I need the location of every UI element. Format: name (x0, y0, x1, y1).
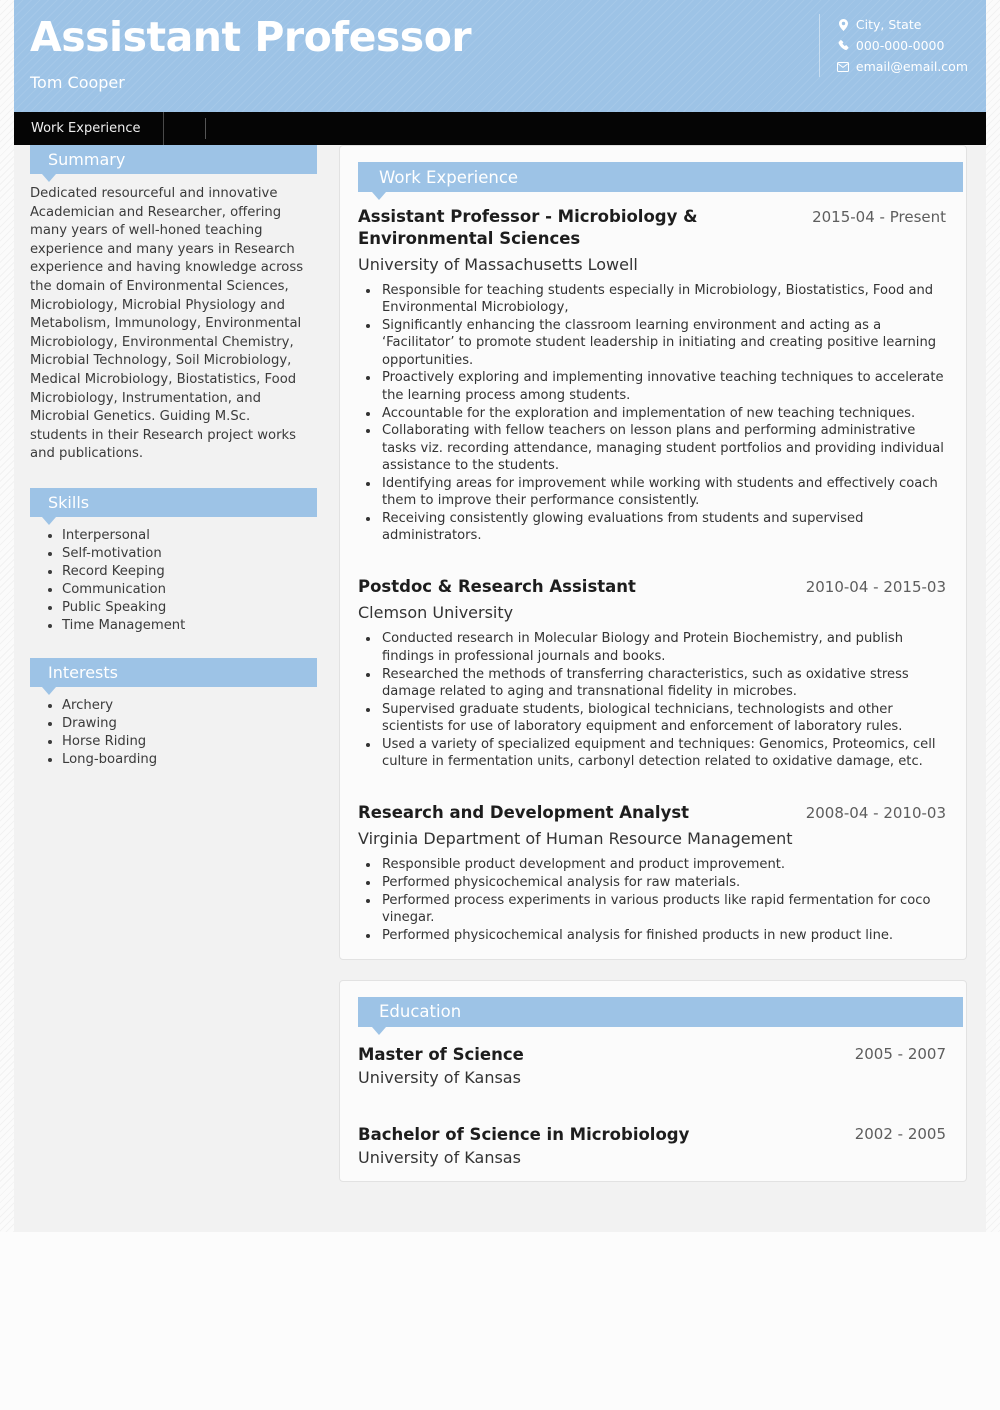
location-pin-icon (836, 19, 851, 31)
work-entry-organization: Virginia Department of Human Resource Management (358, 829, 793, 849)
main-column (325, 145, 986, 1202)
card-work-experience (339, 145, 967, 960)
list-item: • Responsible for teaching students especially in Microbiology, Biostatistics, Food and Environmental Microbiology, (380, 282, 946, 317)
list-item: • Communication (62, 581, 325, 599)
list-item: • Conducted research in Molecular Biology and Protein Biochemistry, and publish findings in professional journals and books. (380, 630, 946, 665)
interests-heading: Interests (48, 663, 118, 683)
education-entry-header (358, 1125, 946, 1144)
nav-divider-primary (163, 112, 164, 145)
section-skills (14, 488, 325, 635)
list-item: • Supervised graduate students, biological technicians, technologists and other scientists for use of laboratory equipment and enforcement of laboratory rules. (380, 701, 946, 736)
skills-list (14, 527, 325, 635)
work-entry-date: 2008-04 - 2010-03 (805, 804, 946, 823)
education-entry (358, 1045, 946, 1087)
list-item: • Drawing (62, 715, 325, 733)
list-item: • Time Management (62, 617, 325, 635)
resume-body (14, 145, 986, 1232)
work-entry-header (358, 206, 946, 250)
work-entry (358, 576, 946, 770)
list-item: • Performed physicochemical analysis for raw materials. (380, 874, 946, 891)
skills-heading: Skills (48, 492, 90, 512)
page-edge-texture-right (985, 0, 1000, 1232)
card-education (339, 980, 967, 1182)
list-item: • Horse Riding (62, 733, 325, 751)
work-experience-banner (358, 162, 963, 192)
work-entry-organization: University of Massachusetts Lowell (358, 255, 638, 274)
list-item: • Archery (62, 697, 325, 715)
work-experience-heading: Work Experience (379, 167, 519, 187)
page-title: Assistant Professor (30, 13, 472, 61)
work-entry-organization: Clemson University (358, 603, 514, 623)
list-item: • Public Speaking (62, 599, 325, 617)
list-item: • Collaborating with fellow teachers on lesson plans and performing administrative tasks viz. recording attendance, managing student portfolios and providing individual assistance to the students. (380, 422, 946, 474)
sidebar (14, 145, 325, 793)
education-school: University of Kansas (358, 1067, 521, 1087)
resume-header (14, 0, 986, 112)
resume-document (14, 0, 986, 1232)
list-item: • Accountable for the exploration and implementation of new teaching techniques. (380, 405, 946, 422)
navigation-bar (14, 112, 986, 145)
interests-list (14, 697, 325, 769)
interests-banner (30, 658, 317, 687)
education-degree: Master of Science (358, 1044, 524, 1064)
tab-work-experience-label: Work Experience (31, 121, 141, 136)
education-banner (358, 997, 963, 1027)
contact-phone-row (836, 35, 968, 56)
work-entry-header (358, 576, 946, 598)
skills-banner (30, 488, 317, 517)
work-entry-title: Research and Development Analyst (358, 803, 690, 823)
tab-work-experience[interactable] (14, 112, 163, 145)
list-item: • Performed physicochemical analysis for finished products in new product line. (380, 927, 946, 944)
list-item: • Self-motivation (62, 545, 325, 563)
work-entry-title: Assistant Professor - Microbiology & Environmental Sciences (358, 207, 698, 248)
list-item: • Receiving consistently glowing evaluations from students and supervised administrators. (380, 510, 946, 545)
contact-location-text: City, State (855, 17, 922, 32)
list-item: • Performed process experiments in various products like rapid fermentation for coco vinegar. (380, 892, 946, 927)
person-name: Tom Cooper (30, 73, 125, 92)
page-edge-texture-left (0, 0, 15, 1232)
work-entry (358, 206, 946, 544)
list-item: • Long-boarding (62, 751, 325, 769)
summary-banner (30, 145, 317, 174)
section-summary (14, 145, 325, 464)
list-item: • Proactively exploring and implementing innovative teaching techniques to accelerate the learning process among students. (380, 369, 946, 404)
list-item: • Responsible product development and product improvement. (380, 856, 946, 873)
work-entry-bullets (358, 630, 946, 770)
contact-info (819, 14, 968, 77)
work-entry-bullets (358, 282, 946, 544)
education-entry (358, 1125, 946, 1167)
work-entry (358, 802, 946, 944)
list-item: • Significantly enhancing the classroom learning environment and acting as a ‘Facilitator’ to promote student leadership in initiating and creating positive learning opportunities. (380, 317, 946, 369)
work-entry-bullets (358, 856, 946, 944)
section-interests (14, 658, 325, 769)
education-heading: Education (379, 1002, 462, 1022)
education-entry-header (358, 1045, 946, 1064)
education-date: 2005 - 2007 (854, 1044, 946, 1063)
work-entry-title: Postdoc & Research Assistant (358, 577, 636, 597)
summary-text: Dedicated resourceful and innovative Academician and Researcher, offering many years of well-honed teaching experience and many years in Research experience and having knowledge across the domain of Environmental Sciences, Microbiology, Microbial Physiology and Metabolism, Immunology, Environmental Microbiology, Environmental Chemistry, Microbial Technology, Soil Microbiology, Medical Microbiology, Biostatistics, Food Microbiology, Instrumentation, and Microbial Genetics. Guiding M.Sc. students in their Research project works and publications. (30, 186, 304, 462)
contact-email-row (836, 56, 968, 77)
education-school: University of Kansas (358, 1147, 521, 1167)
education-degree: Bachelor of Science in Microbiology (358, 1124, 690, 1144)
list-item: • Used a variety of specialized equipment and techniques: Genomics, Proteomics, cell culture in fermentation units, carbonyl detection related to oxidative damage, etc. (380, 736, 946, 771)
list-item: • Interpersonal (62, 527, 325, 545)
contact-phone-text: 000-000-0000 (855, 38, 945, 53)
contact-email-text: email@email.com (855, 59, 968, 74)
summary-heading: Summary (48, 150, 126, 169)
nav-divider-secondary (205, 118, 206, 139)
envelope-icon (836, 62, 851, 72)
list-item: • Identifying areas for improvement while working with students and effectively coach them to improve their performance consistently. (380, 475, 946, 510)
phone-icon (836, 40, 851, 51)
list-item: • Researched the methods of transferring characteristics, such as oxidative stress damage related to aging and transnational fidelity in microbes. (380, 666, 946, 701)
education-date: 2002 - 2005 (854, 1124, 946, 1143)
contact-location-row (836, 14, 968, 35)
work-entry-header (358, 802, 946, 824)
list-item: • Record Keeping (62, 563, 325, 581)
header-identity (30, 12, 471, 92)
work-entry-date: 2010-04 - 2015-03 (805, 578, 946, 597)
work-entry-date: 2015-04 - Present (812, 208, 946, 226)
